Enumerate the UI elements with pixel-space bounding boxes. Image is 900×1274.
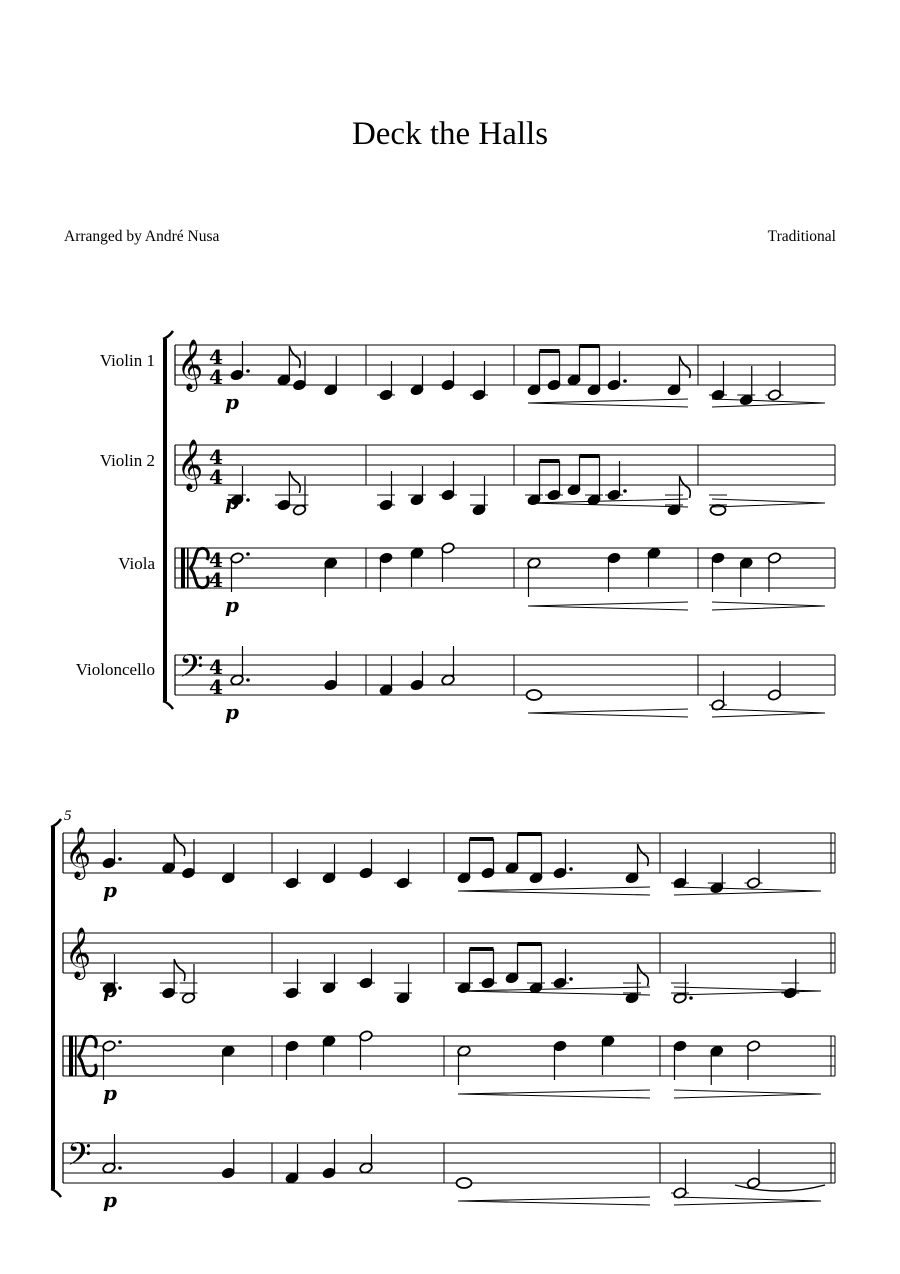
measure-number: 5 <box>64 808 72 824</box>
treble-clef-icon: 𝄞 <box>65 827 92 878</box>
dynamic-piano: p <box>225 490 239 514</box>
instrument-label-viola: Viola <box>118 554 155 573</box>
treble-clef-icon: 𝄞 <box>65 927 92 978</box>
score-title: Deck the Halls <box>351 116 549 152</box>
arranger-credit: Arranged by André Nusa <box>64 228 220 245</box>
augmentation-dot <box>246 369 250 373</box>
augmentation-dot <box>689 996 693 1000</box>
instrument-label-violin1: Violin 1 <box>99 351 155 370</box>
time-signature-bottom: 4 <box>209 465 223 489</box>
crescendo-hairpin <box>528 709 688 717</box>
dynamic-piano: p <box>103 1081 117 1105</box>
augmentation-dot <box>569 867 573 871</box>
augmentation-dot <box>623 379 627 383</box>
augmentation-dot <box>246 678 250 682</box>
alto-clef-icon <box>75 1036 77 1076</box>
crescendo-hairpin <box>528 602 688 610</box>
crescendo-hairpin <box>528 499 688 507</box>
decrescendo-hairpin <box>674 1090 821 1098</box>
decrescendo-hairpin <box>674 1197 821 1205</box>
note-flag <box>174 959 185 981</box>
bracket-top-hook <box>51 819 61 827</box>
augmentation-dot <box>118 1166 122 1170</box>
augmentation-dot <box>118 986 122 990</box>
bass-clef-icon: 𝄢 <box>179 648 204 692</box>
time-signature-top: 4 <box>209 345 223 369</box>
instrument-label-violin2: Violin 2 <box>99 451 155 470</box>
bracket-top-hook <box>163 331 173 339</box>
composer-credit: Traditional <box>767 228 836 245</box>
bracket-bottom-hook <box>163 701 173 709</box>
time-signature-bottom: 4 <box>209 675 223 699</box>
alto-clef-icon <box>181 548 185 588</box>
time-signature-bottom: 4 <box>209 365 223 389</box>
note-flag <box>289 471 300 493</box>
decrescendo-hairpin <box>712 499 825 507</box>
treble-clef-icon: 𝄞 <box>177 439 204 490</box>
treble-clef-icon: 𝄞 <box>177 339 204 390</box>
alto-clef-icon <box>187 548 189 588</box>
bass-clef-icon: 𝄢 <box>67 1136 92 1180</box>
augmentation-dot <box>246 552 250 556</box>
crescendo-hairpin <box>458 1090 650 1098</box>
dynamic-piano: p <box>225 593 239 617</box>
crescendo-hairpin <box>528 399 688 407</box>
notehead <box>527 690 542 700</box>
dynamic-piano: p <box>103 1188 117 1212</box>
crescendo-hairpin <box>458 1197 650 1205</box>
dynamic-piano: p <box>103 878 117 902</box>
alto-clef-icon <box>69 1036 73 1076</box>
crescendo-hairpin <box>458 987 650 995</box>
bracket-bottom-hook <box>51 1189 61 1197</box>
crescendo-hairpin <box>458 887 650 895</box>
notehead <box>457 1178 472 1188</box>
decrescendo-hairpin <box>712 602 825 610</box>
instrument-label-cello: Violoncello <box>75 660 155 679</box>
decrescendo-hairpin <box>674 987 821 995</box>
time-signature-top: 4 <box>209 548 223 572</box>
time-signature-top: 4 <box>209 655 223 679</box>
augmentation-dot <box>118 1040 122 1044</box>
augmentation-dot <box>569 977 573 981</box>
time-signature-top: 4 <box>209 445 223 469</box>
decrescendo-hairpin <box>674 887 821 895</box>
augmentation-dot <box>623 489 627 493</box>
dynamic-piano: p <box>225 390 239 414</box>
decrescendo-hairpin <box>712 399 825 407</box>
decrescendo-hairpin <box>712 709 825 717</box>
augmentation-dot <box>118 857 122 861</box>
dynamic-piano: p <box>103 978 117 1002</box>
dynamic-piano: p <box>225 700 239 724</box>
system-bracket <box>163 339 167 701</box>
system-bracket <box>51 827 55 1189</box>
augmentation-dot <box>246 498 250 502</box>
time-signature-bottom: 4 <box>209 568 223 592</box>
